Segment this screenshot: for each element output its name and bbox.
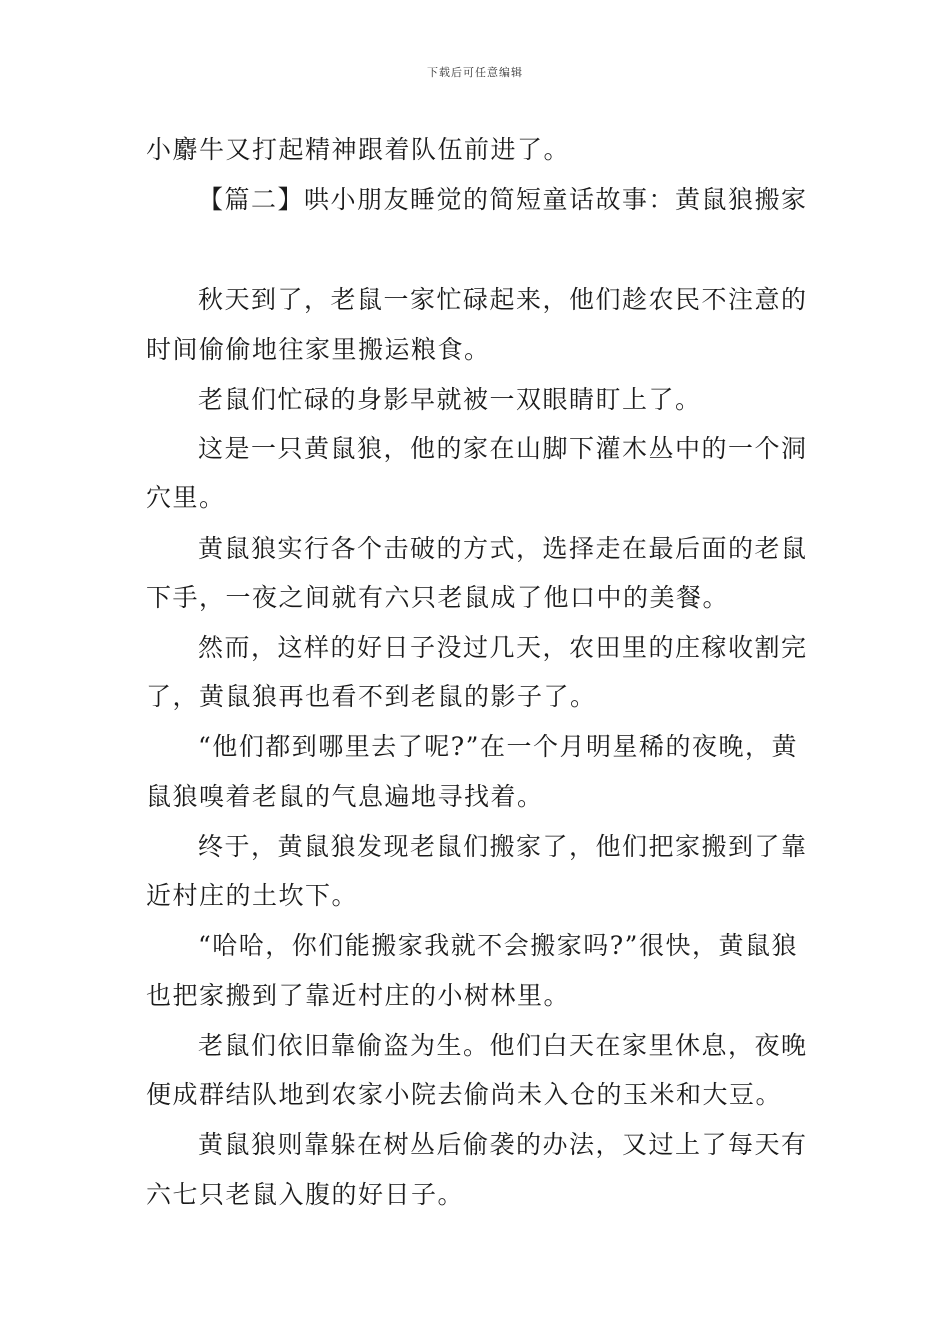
- page-header: 下载后可任意编辑: [427, 66, 523, 79]
- body-line: 穴里。: [146, 483, 226, 512]
- body-line: 时间偷偷地往家里搬运粮食。: [146, 335, 491, 364]
- body-line: 了，黄鼠狼再也看不到老鼠的影子了。: [146, 682, 597, 711]
- body-line: 这是一只黄鼠狼，他的家在山脚下灌木丛中的一个洞: [198, 434, 808, 463]
- body-line: 黄鼠狼则靠躲在树丛后偷袭的办法，又过上了每天有: [198, 1130, 808, 1159]
- body-line: 黄鼠狼实行各个击破的方式，选择走在最后面的老鼠: [198, 534, 808, 563]
- body-line: 近村庄的土坎下。: [146, 881, 359, 910]
- body-line: 老鼠们依旧靠偷盗为生。他们白天在家里休息，夜晚: [198, 1031, 808, 1060]
- body-line: “他们都到哪里去了呢?”在一个月明星稀的夜晚，黄: [198, 732, 798, 761]
- body-line: 鼠狼嗅着老鼠的气息遍地寻找着。: [146, 782, 544, 811]
- body-line: 下手，一夜之间就有六只老鼠成了他口中的美餐。: [146, 583, 730, 612]
- body-line: 终于，黄鼠狼发现老鼠们搬家了，他们把家搬到了靠: [198, 832, 808, 861]
- body-line: “哈哈，你们能搬家我就不会搬家吗?”很快，黄鼠狼: [198, 931, 798, 960]
- body-line: 六七只老鼠入腹的好日子。: [146, 1180, 465, 1209]
- body-line: 也把家搬到了靠近村庄的小树林里。: [146, 981, 571, 1010]
- body-line: 秋天到了，老鼠一家忙碌起来，他们趁农民不注意的: [198, 285, 808, 314]
- story-title: 【篇二】哄小朋友睡觉的简短童话故事：黄鼠狼搬家: [198, 185, 808, 214]
- body-line: 然而，这样的好日子没过几天，农田里的庄稼收割完: [198, 633, 808, 662]
- body-line: 小麝牛又打起精神跟着队伍前进了。: [146, 135, 571, 164]
- body-line: 老鼠们忙碌的身影早就被一双眼睛盯上了。: [198, 385, 702, 414]
- body-line: 便成群结队地到农家小院去偷尚未入仓的玉米和大豆。: [146, 1080, 783, 1109]
